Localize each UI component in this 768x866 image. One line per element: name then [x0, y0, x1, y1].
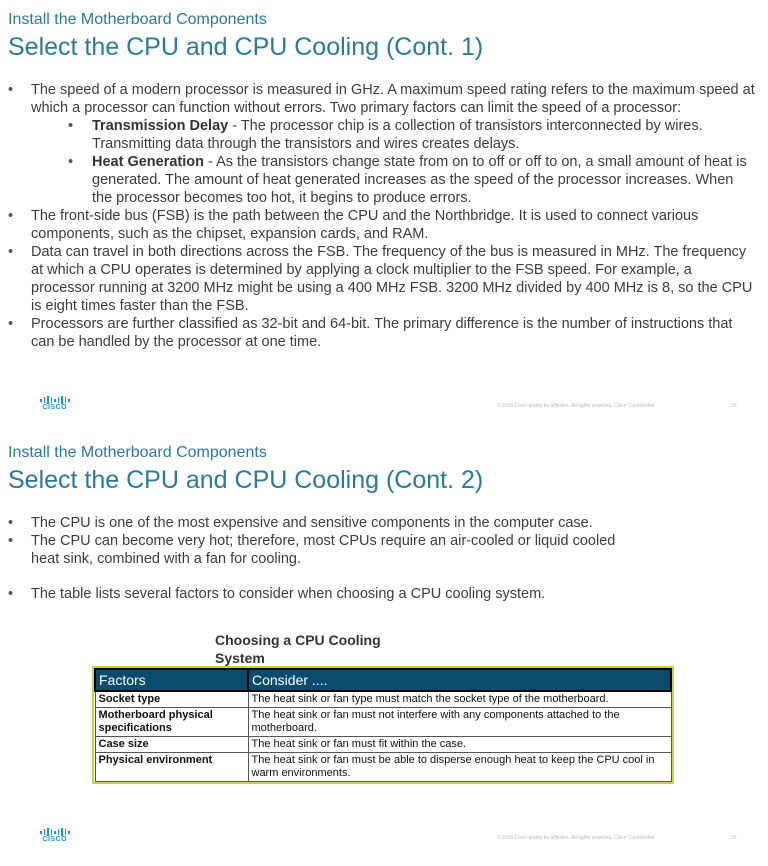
table-header: Factors [95, 669, 248, 691]
page-number: 26 [731, 835, 737, 841]
table-cell-factor: Motherboard physical specifications [95, 708, 248, 737]
table-cell-consider: The heat sink or fan must be able to disperse enough heat to keep the CPU cool in warm environments. [248, 753, 671, 782]
bullet-item: • The CPU can become very hot; therefore, most CPUs require an air-cooled or liquid cooled heat sink, combined with a fan for cooling. [8, 532, 638, 568]
cisco-logo-icon [40, 828, 70, 836]
bullet-item: • The table lists several factors to consider when choosing a CPU cooling system. [8, 585, 638, 603]
slide-kicker: Install the Motherboard Components [8, 444, 267, 461]
sub-bullet-text: - As the transistors change state from on to off or off to on, a small amount of heat is generated. The amount of heat generated increases as the speed of the processor increases. When the processor becomes too hot, it begins to produce errors. [92, 154, 747, 206]
sub-bullet-text: - The processor chip is a collection of transistors interconnected by wires. Transmitting data through the transistors and wires creates delays. [92, 118, 703, 152]
cisco-logo-text: CISCO [42, 404, 68, 411]
table-row [95, 691, 671, 708]
bullet-text: The speed of a modern processor is measured in GHz. A maximum speed rating refers to the maximum speed at which a processor can function without errors. Two primary factors can limit the speed of a processor: [31, 82, 755, 116]
table-cell-consider: The heat sink or fan must fit within the case. [248, 737, 671, 753]
bullet-item: • Processors are further classified as 32-bit and 64-bit. The primary difference is the number of instructions that can be handled by the processor at one time. [8, 315, 756, 351]
term-transmission-delay: Transmission Delay [92, 118, 229, 134]
table-caption [215, 631, 405, 667]
table-row [95, 737, 671, 753]
slide-title: Select the CPU and CPU Cooling (Cont. 2) [8, 466, 484, 494]
table-cell-consider: The heat sink or fan type must match the socket type of the motherboard. [248, 691, 671, 708]
table-header: Consider .... [248, 669, 671, 691]
bullet-list [8, 81, 756, 351]
table-header-row [95, 669, 671, 691]
table-cell-factor: Case size [95, 737, 248, 753]
sub-bullet-list [31, 117, 756, 207]
sub-bullet-item [54, 117, 756, 153]
cisco-logo [40, 396, 70, 411]
bullet-item: • The CPU is one of the most expensive and sensitive components in the computer case. [8, 514, 638, 532]
table-caption-text: Choosing a CPU Cooling System [215, 632, 381, 666]
bullet-item: • The front-side bus (FSB) is the path between the CPU and the Northbridge. It is used to connect various components, such as the chipset, expansion cards, and RAM. [8, 207, 756, 243]
footer-copyright: © 2016 Cisco and/or its affiliates. All rights reserved. Cisco Confidential [497, 835, 655, 841]
footer-copyright: © 2016 Cisco and/or its affiliates. All rights reserved. Cisco Confidential [497, 403, 655, 409]
slide-2 [0, 433, 768, 866]
term-heat-generation: Heat Generation [92, 154, 204, 170]
sub-bullet-item [54, 153, 756, 207]
slide-kicker: Install the Motherboard Components [8, 11, 267, 28]
cisco-logo-icon [40, 396, 70, 404]
slide-title: Select the CPU and CPU Cooling (Cont. 1) [8, 33, 484, 61]
table-row [95, 708, 671, 737]
bullet-list [8, 514, 638, 603]
table-cell-factor: Socket type [95, 691, 248, 708]
table-cell-consider: The heat sink or fan must not interfere with any components attached to the motherboard. [248, 708, 671, 737]
cisco-logo [40, 828, 70, 843]
page-number: 25 [731, 403, 737, 409]
cooling-factors-table [92, 666, 674, 784]
cisco-logo-text: CISCO [42, 836, 68, 843]
table-row [95, 753, 671, 782]
table-cell-factor: Physical environment [95, 753, 248, 782]
bullet-item [8, 81, 756, 207]
bullet-item: • Data can travel in both directions across the FSB. The frequency of the bus is measured in MHz. The frequency at which a CPU operates is determined by applying a clock multiplier to the FSB speed. For example, a processor running at 3200 MHz might be using a 400 MHz FSB. 3200 MHz divided by 400 MHz is 8, so the CPU is eight times faster than the FSB. [8, 243, 756, 315]
